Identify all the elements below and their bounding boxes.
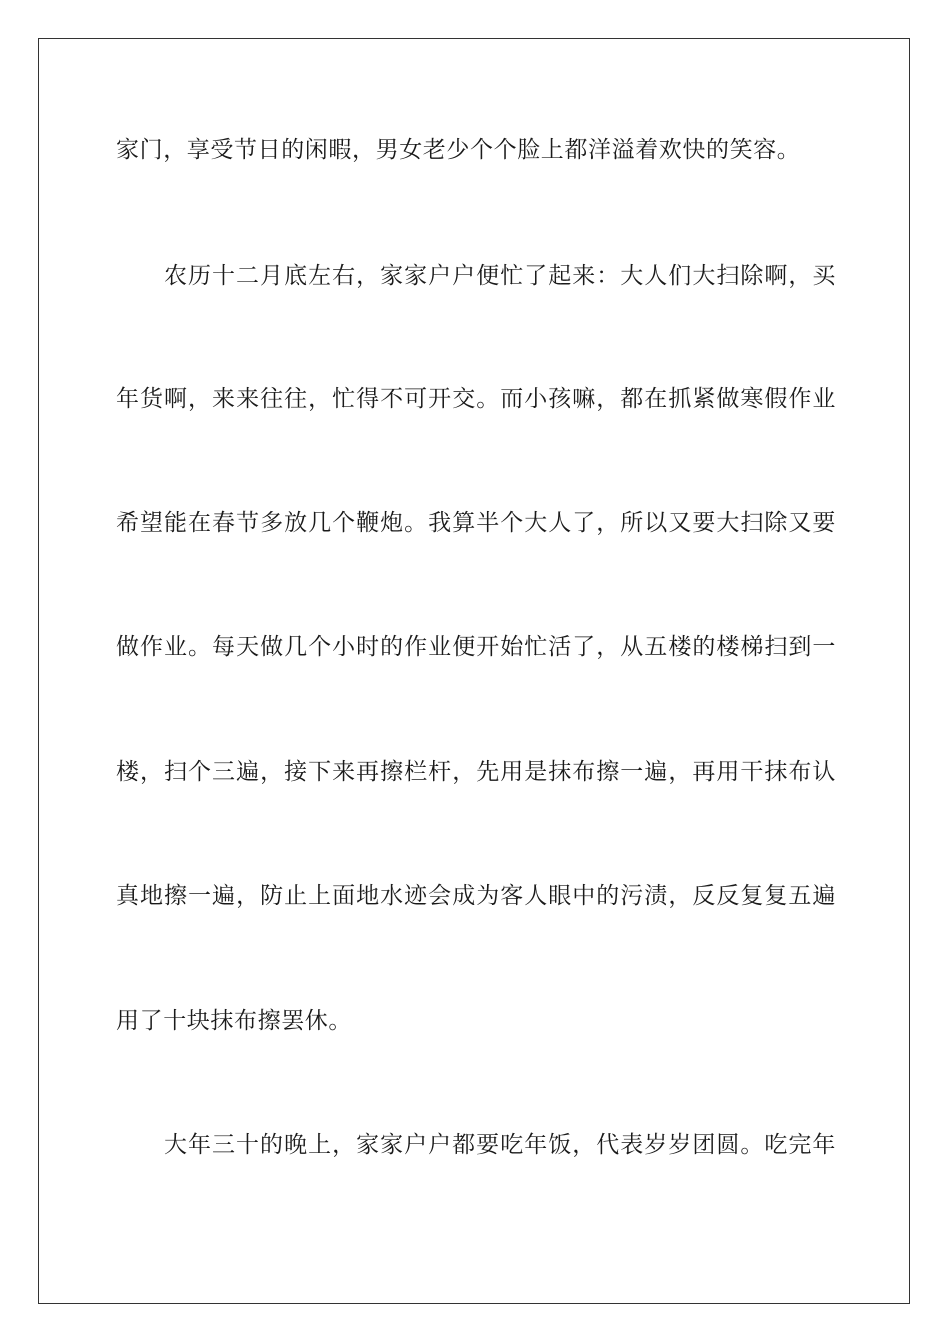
page-frame [38, 38, 910, 1304]
text-line-9: 大年三十的晚上，家家户户都要吃年饭，代表岁岁团圆。吃完年 [164, 1132, 836, 1158]
text-line-6: 楼，扫个三遍，接下来再擦栏杆，先用是抹布擦一遍，再用干抹布认 [116, 759, 836, 785]
text-line-8: 用了十块抹布擦罢休。 [116, 1008, 352, 1034]
text-line-4: 希望能在春节多放几个鞭炮。我算半个大人了，所以又要大扫除又要 [116, 510, 836, 536]
text-line-3: 年货啊，来来往往，忙得不可开交。而小孩嘛，都在抓紧做寒假作业 [116, 386, 836, 412]
text-line-1: 家门，享受节日的闲暇，男女老少个个脸上都洋溢着欢快的笑容。 [116, 137, 801, 163]
text-line-2: 农历十二月底左右，家家户户便忙了起来：大人们大扫除啊，买 [164, 263, 836, 289]
text-line-5: 做作业。每天做几个小时的作业便开始忙活了，从五楼的楼梯扫到一 [116, 634, 836, 660]
text-line-7: 真地擦一遍，防止上面地水迹会成为客人眼中的污渍，反反复复五遍 [116, 883, 836, 909]
